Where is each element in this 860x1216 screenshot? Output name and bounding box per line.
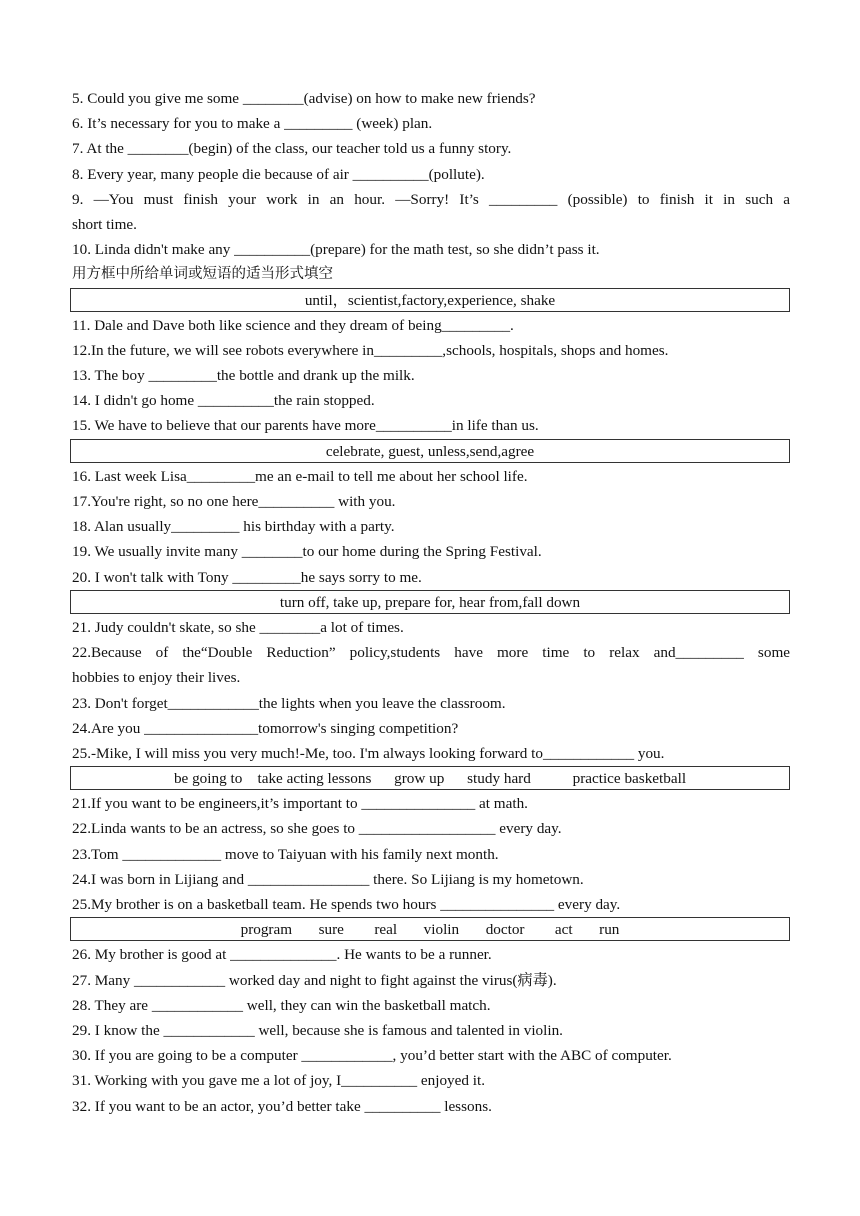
question-12: 12.In the future, we will see robots everywhere in_________,schools, hospitals, shops and homes. — [72, 341, 669, 359]
question-10: 10. Linda didn't make any __________(prepare) for the math test, so she didn’t pass it. — [72, 241, 600, 259]
question-28: 28. They are ____________ well, they can win the basketball match. — [72, 996, 491, 1014]
question-24b: 24.I was born in Lijiang and ________________ there. So Lijiang is my hometown. — [72, 870, 584, 888]
question-26: 26. My brother is good at ______________. He wants to be a runner. — [72, 946, 492, 964]
question-30: 30. If you are going to be a computer ____________, you’d better start with the ABC of computer. — [72, 1047, 672, 1065]
word-box-5 — [70, 917, 790, 941]
word-box-1: until，scientist,factory,experience, shake — [70, 288, 790, 312]
word-box-2: celebrate, guest, unless,send,agree — [70, 439, 790, 463]
box-word: be going to — [173, 770, 243, 788]
box-word: study hard — [467, 770, 531, 788]
question-22: 22.Because of the“Double Reduction” policy,students have more time to relax and_________ some — [72, 644, 790, 662]
question-32: 32. If you want to be an actor, you’d better take __________ lessons. — [72, 1097, 492, 1115]
word-box-3: turn off, take up, prepare for, hear from,fall down — [70, 590, 790, 614]
question-15: 15. We have to believe that our parents have more__________in life than us. — [72, 417, 539, 435]
box-word: sure — [318, 921, 344, 939]
box-word: program — [240, 921, 293, 939]
question-6: 6. It’s necessary for you to make a _________ (week) plan. — [72, 115, 433, 133]
box-word: doctor — [485, 921, 525, 939]
question-8: 8. Every year, many people die because of air __________(pollute). — [72, 165, 485, 183]
word-box-4 — [70, 766, 790, 790]
question-27: 27. Many ____________ worked day and night to fight against the virus(病毒). — [72, 971, 557, 989]
question-25: 25.-Mike, I will miss you very much!-Me, too. I'm always looking forward to____________ you. — [72, 744, 665, 762]
question-29: 29. I know the ____________ well, because she is famous and talented in violin. — [72, 1021, 563, 1039]
question-31: 31. Working with you gave me a lot of joy, I__________ enjoyed it. — [72, 1072, 485, 1090]
question-25b: 25.My brother is on a basketball team. He spends two hours _______________ every day. — [72, 896, 621, 913]
question-22b: 22.Linda wants to be an actress, so she goes to __________________ every day. — [72, 820, 562, 838]
question-5: 5. Could you give me some ________(advise) on how to make new friends? — [72, 90, 536, 107]
box-word: practice basketball — [572, 770, 687, 788]
question-23b: 23.Tom _____________ move to Taiyuan with his family next month. — [72, 845, 499, 863]
question-22-continued: hobbies to enjoy their lives. — [72, 669, 241, 687]
question-24: 24.Are you _______________tomorrow's singing competition? — [72, 719, 459, 737]
question-21b: 21.If you want to be engineers,it’s important to _______________ at math. — [72, 795, 528, 813]
worksheet — [72, 86, 790, 1119]
question-19: 19. We usually invite many ________to our home during the Spring Festival. — [72, 543, 542, 561]
section-heading: 用方框中所给单词或短语的适当形式填空 — [72, 266, 333, 283]
question-17: 17.You're right, so no one here__________ with you. — [72, 493, 396, 510]
box-word: real — [374, 921, 398, 939]
question-9: 9. —You must finish your work in an hour. —Sorry! It’s _________ (possible) to finish it in such a — [72, 190, 790, 208]
box-word: take acting lessons — [257, 770, 372, 788]
question-14: 14. I didn't go home __________the rain stopped. — [72, 392, 375, 410]
box-word: act — [554, 921, 573, 939]
question-21: 21. Judy couldn't skate, so she ________a lot of times. — [72, 618, 404, 636]
box-word: violin — [423, 921, 460, 939]
question-13: 13. The boy _________the bottle and drank up the milk. — [72, 367, 415, 385]
question-18: 18. Alan usually_________ his birthday with a party. — [72, 518, 395, 536]
question-9-continued: short time. — [72, 215, 137, 233]
question-11: 11. Dale and Dave both like science and they dream of being_________. — [72, 316, 514, 334]
box-word: grow up — [394, 770, 445, 788]
box-word: run — [599, 921, 620, 939]
question-20: 20. I won't talk with Tony _________he says sorry to me. — [72, 568, 422, 586]
question-23: 23. Don't forget____________the lights when you leave the classroom. — [72, 694, 506, 712]
question-16: 16. Last week Lisa_________me an e-mail to tell me about her school life. — [72, 467, 528, 485]
question-7: 7. At the ________(begin) of the class, our teacher told us a funny story. — [72, 140, 512, 158]
